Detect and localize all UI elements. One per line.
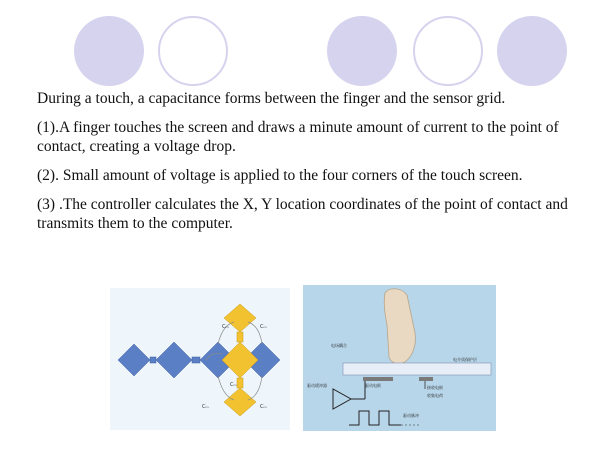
yellow-diamond-2 <box>222 342 258 378</box>
label-receive-electrode: 接收电极 <box>427 385 443 390</box>
touch-panel-figure <box>303 285 496 431</box>
label-protect-layer: 电介质保护层 <box>453 357 477 362</box>
yellow-link-1 <box>237 332 243 342</box>
blue-link-1 <box>150 357 156 363</box>
label-coupling: 电场耦合 <box>331 343 347 348</box>
drive-pulse-waveform <box>349 411 401 425</box>
cm-label-1: Cₘ <box>222 324 229 330</box>
decor-circle-3 <box>327 16 397 86</box>
yellow-link-2 <box>237 378 243 388</box>
decor-circle-1 <box>74 16 144 86</box>
paragraph-step-2: (2). Small amount of voltage is applied to the four corners of the touch screen. <box>37 167 523 184</box>
paragraph-step-1: (1).A finger touches the screen and draws a minute amount of current to the point of contact, creating a voltage drop. <box>37 119 559 155</box>
yellow-diamond-1 <box>224 304 256 332</box>
dielectric-layer <box>343 363 491 375</box>
touch-panel-svg <box>303 285 496 431</box>
slide-text <box>37 89 592 243</box>
yellow-diamond-3 <box>224 388 256 416</box>
cm-label-3: Cₘ <box>230 382 237 388</box>
label-drive-pulse: 驱动脉冲 <box>403 413 419 418</box>
sensor-grid-figure <box>110 288 290 430</box>
cm-label-5: Cₘ <box>260 404 267 410</box>
decor-circle-5 <box>497 16 567 86</box>
label-collect-charge: 收集电荷 <box>427 393 443 398</box>
blue-diamond-1 <box>118 344 150 376</box>
paragraph-intro: During a touch, a capacitance forms between the finger and the sensor grid. <box>37 90 506 107</box>
decor-circle-2 <box>158 16 228 86</box>
cm-label-2: Cₘ <box>260 324 267 330</box>
sensor-grid-svg <box>110 288 290 430</box>
decor-circle-4 <box>413 16 483 86</box>
receive-electrode <box>419 377 433 381</box>
cm-label-4: Cₘ <box>202 404 209 410</box>
drive-buffer-triangle <box>333 389 351 409</box>
drive-electrode <box>363 377 393 381</box>
blue-link-2 <box>192 357 200 363</box>
paragraph-step-3: (3) .The controller calculates the X, Y location coordinates of the point of contact and transmits them to the computer. <box>37 196 568 232</box>
finger-shape <box>384 289 415 364</box>
blue-diamond-2 <box>156 342 192 378</box>
label-drive-electrode: 驱动电极 <box>365 383 381 388</box>
label-drive-buffer: 驱动缓冲器 <box>307 383 327 388</box>
